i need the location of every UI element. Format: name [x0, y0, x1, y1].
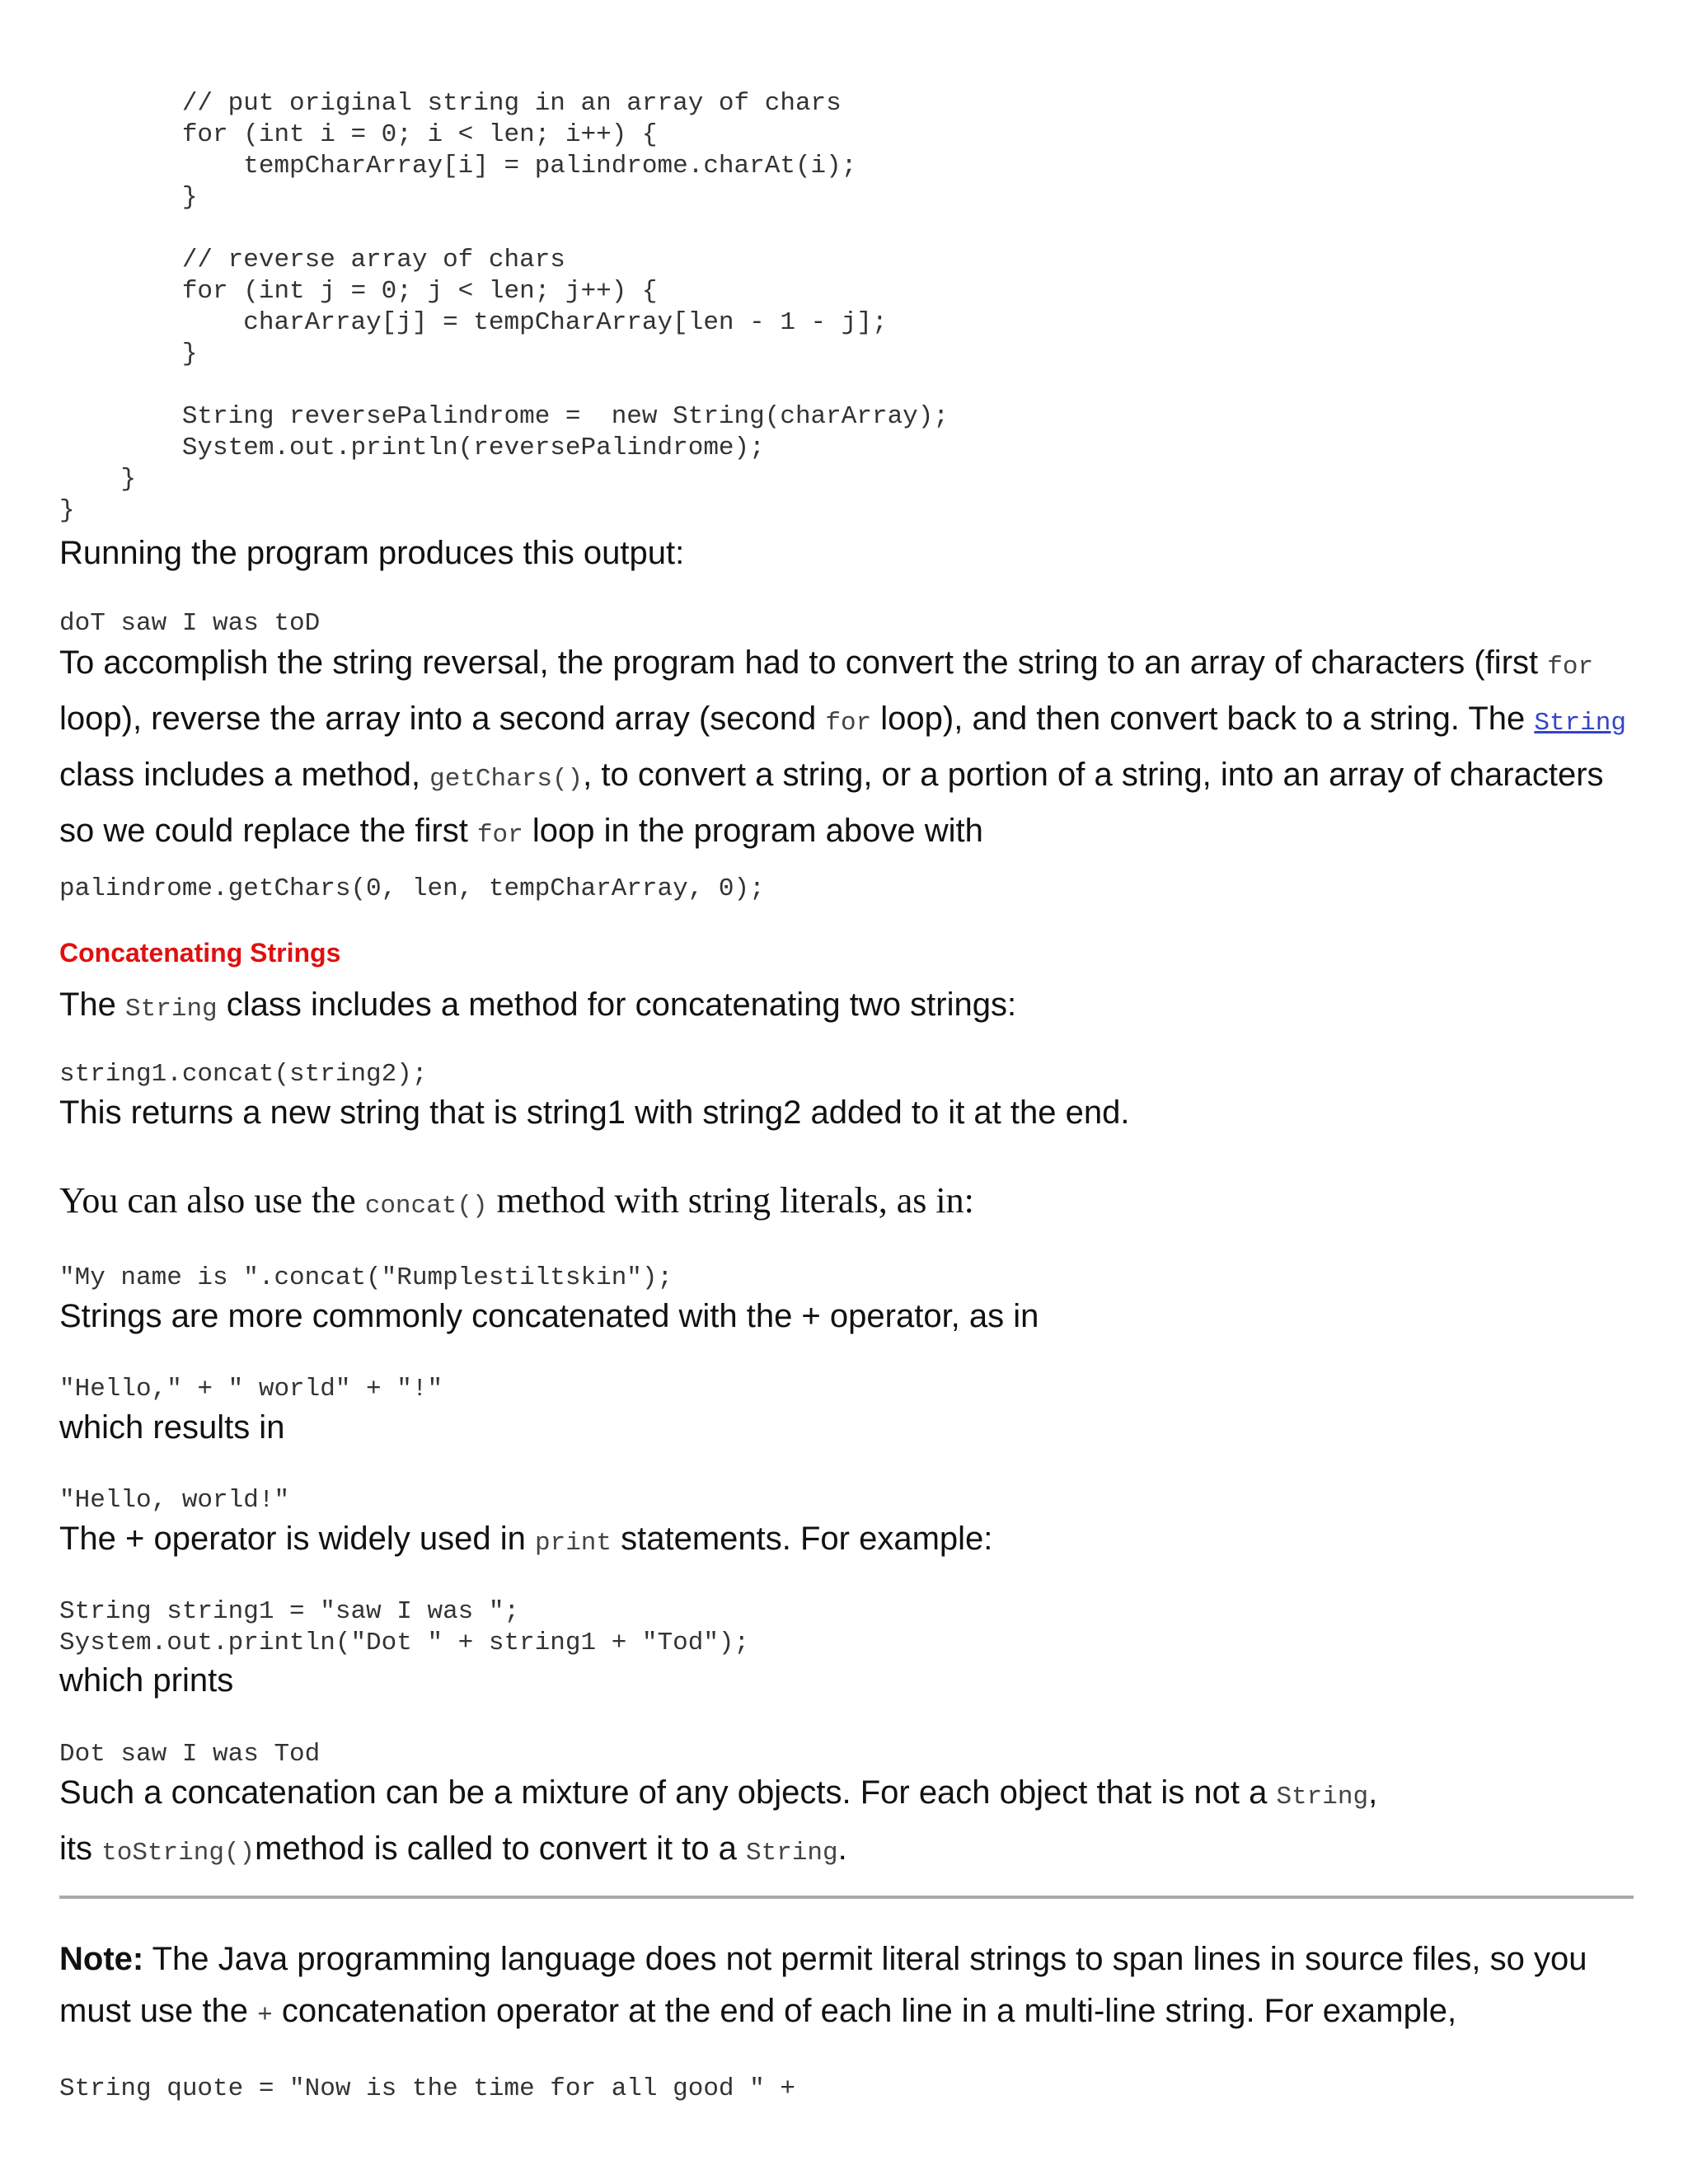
code-line: } — [59, 340, 198, 368]
code-hello-result: "Hello, world!" — [59, 1486, 290, 1515]
string-class-link[interactable]: String — [1534, 709, 1626, 738]
inline-code: String — [746, 1839, 838, 1868]
paragraph-print: The + operator is widely used in print statements. For example: — [59, 1521, 993, 1558]
code-line: } — [59, 496, 75, 525]
inline-code: String — [1276, 1783, 1369, 1811]
section-heading: Concatenating Strings — [59, 938, 341, 968]
code-dot-result: Dot saw I was Tod — [59, 1740, 321, 1769]
code-output: doT saw I was toD — [59, 609, 321, 638]
paragraph-plus-operator: Strings are more commonly concatenated with the + operator, as in — [59, 1298, 1039, 1334]
inline-code: concat() — [364, 1192, 488, 1221]
inline-code: print — [534, 1529, 612, 1558]
code-line: System.out.println(reversePalindrome); — [59, 434, 765, 462]
paragraph-returns: This returns a new string that is string1 with string2 added to it at the end. — [59, 1094, 1130, 1131]
code-line: String string1 = "saw I was "; — [59, 1597, 520, 1626]
code-concat: string1.concat(string2); — [59, 1060, 428, 1089]
code-line: for (int j = 0; j < len; j++) { — [59, 277, 658, 306]
code-line: } — [59, 465, 137, 494]
paragraph-string-class: The String class includes a method for concatenating two strings: — [59, 987, 1017, 1024]
paragraph-accomplish: To accomplish the string reversal, the program had to convert the string to an array of characters (first for loop), reverse the array into a second array (second for loop), and then convert back to a string. The String class includes a method, getChars(), to convert a string, or a portion of a string, into an array of characters so we could replace the first for loop in the program above with — [59, 644, 1626, 850]
inline-code: for — [825, 709, 872, 738]
code-line: for (int i = 0; i < len; i++) { — [59, 120, 658, 149]
paragraph-running: Running the program produces this output: — [59, 535, 685, 571]
code-line: charArray[j] = tempCharArray[len - 1 - j]; — [59, 308, 888, 337]
code-hello: "Hello," + " world" + "!" — [59, 1375, 443, 1404]
note-label: Note: — [59, 1941, 144, 1977]
paragraph-results: which results in — [59, 1409, 285, 1446]
code-line: System.out.println("Dot " + string1 + "Tod"); — [59, 1629, 750, 1657]
horizontal-divider — [59, 1896, 1634, 1899]
paragraph-prints: which prints — [59, 1662, 234, 1699]
inline-code: getChars() — [429, 765, 584, 794]
paragraph-literals: You can also use the concat() method with string literals, as in: — [59, 1180, 974, 1221]
inline-code: String — [125, 995, 218, 1024]
code-block-reverse — [59, 88, 949, 527]
code-rumplestiltskin: "My name is ".concat("Rumplestiltskin"); — [59, 1263, 673, 1292]
code-quote: String quote = "Now is the time for all good " + — [59, 2074, 795, 2103]
inline-code: toString() — [101, 1839, 256, 1868]
code-line — [59, 213, 949, 245]
note-paragraph: Note: The Java programming language does not permit literal strings to span lines in source files, so you must use the + concatenation operator at the end of each line in a multi-line string. For example, — [59, 1941, 1587, 2030]
inline-code: for — [476, 821, 523, 850]
code-line: } — [59, 183, 198, 212]
code-line: // put original string in an array of chars — [59, 89, 842, 118]
inline-code: + — [257, 2001, 273, 2030]
code-line: // reverse array of chars — [59, 246, 565, 274]
code-line: String reversePalindrome = new String(charArray); — [59, 402, 949, 431]
code-block-print — [59, 1596, 749, 1659]
inline-code: for — [1547, 653, 1594, 682]
code-line: tempCharArray[i] = palindrome.charAt(i); — [59, 152, 857, 180]
paragraph-mixture: Such a concatenation can be a mixture of any objects. For each object that is not a String, its toString()method is called to convert it to a String. — [59, 1774, 1378, 1868]
code-getchars: palindrome.getChars(0, len, tempCharArray, 0); — [59, 874, 765, 903]
code-line — [59, 370, 949, 401]
